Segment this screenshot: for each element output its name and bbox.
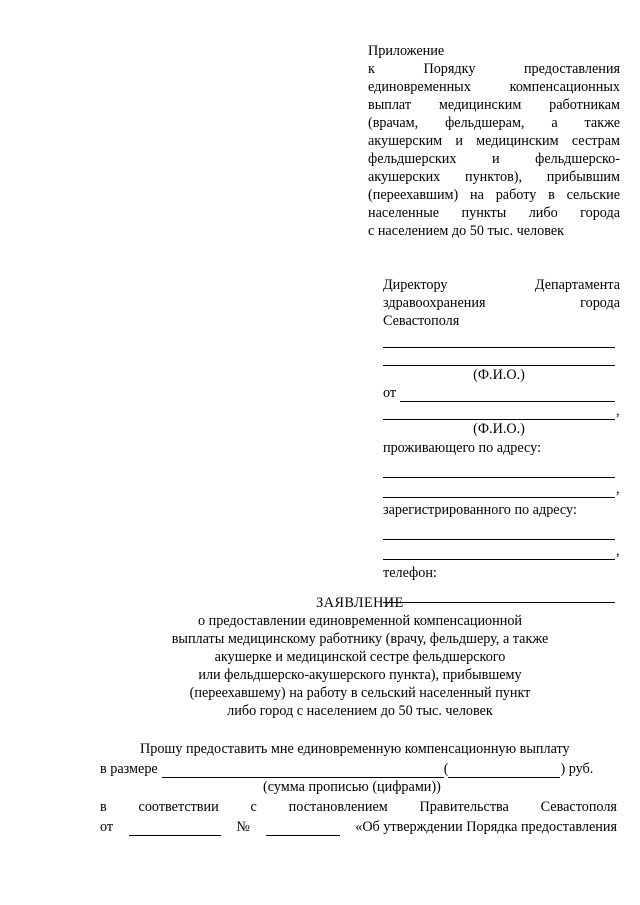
recipient-department: Департамента xyxy=(534,277,620,293)
fio-caption: (Ф.И.О.) xyxy=(473,367,525,383)
decree-title: «Об утверждении Порядка предоставления xyxy=(355,819,617,835)
registered-address-field-2[interactable] xyxy=(383,542,615,560)
annex-line: выплат медицинским работникам xyxy=(368,97,620,113)
annex-line: фельдшерских и фельдшерско- xyxy=(368,151,620,167)
decree-line xyxy=(100,818,617,836)
resolution-word: в xyxy=(100,799,107,815)
resolution-word: с xyxy=(250,799,257,815)
applicant-row-2 xyxy=(383,402,620,420)
residence-row-2 xyxy=(383,478,620,498)
statement-subtitle xyxy=(100,612,620,720)
recipient-health: здравоохранения xyxy=(383,295,486,311)
resolution-word: постановлением xyxy=(288,799,388,815)
residence-label: проживающего по адресу: xyxy=(383,440,542,456)
subtitle-line: о предоставлении единовременной компенсационной xyxy=(197,613,523,629)
applicant-name-field-2[interactable] xyxy=(383,402,615,420)
statement-block xyxy=(100,594,620,720)
subtitle-line: выплаты медицинскому работнику (врачу, фельдшеру, а также xyxy=(171,631,549,647)
comma: , xyxy=(616,543,620,559)
statement-body xyxy=(100,740,617,836)
amount-digits-field[interactable] xyxy=(448,764,560,778)
from-label: от xyxy=(383,385,397,401)
comma: , xyxy=(616,481,620,497)
applicant-name-field-1[interactable] xyxy=(400,387,615,402)
recipient-director: Директору xyxy=(383,277,448,293)
annex-line: акушерским и медицинским сестрам xyxy=(368,133,620,149)
paren-open: ( xyxy=(443,761,449,777)
recipient-sevastopol: Севастополя xyxy=(383,313,460,329)
subtitle-line: или фельдшерско-акушерского пункта), прибывшему xyxy=(198,667,522,683)
annex-line: (переехавшим) на работу в сельские xyxy=(368,187,620,203)
fio-caption-2: (Ф.И.О.) xyxy=(473,421,525,437)
registered-address-field-1[interactable] xyxy=(383,522,615,540)
annex-title: Приложение xyxy=(368,43,445,59)
residence-address-field-1[interactable] xyxy=(383,460,615,478)
annex-line: с населением до 50 тыс. человек xyxy=(368,223,565,239)
director-name-field-2[interactable] xyxy=(383,348,615,366)
annex-line: единовременных компенсационных xyxy=(368,79,620,95)
annex-line: (врачам, фельдшерам, а также xyxy=(368,115,620,131)
request-text: Прошу предоставить мне единовременную компенсационную выплату xyxy=(140,741,570,757)
recipient-city: города xyxy=(580,295,620,311)
currency-label: ) руб. xyxy=(560,761,594,777)
phone-label: телефон: xyxy=(383,565,437,581)
annex-line: населенные пункты либо города xyxy=(368,205,620,221)
residence-address-field-2[interactable] xyxy=(383,480,615,498)
registered-row-2 xyxy=(383,540,620,560)
resolution-word: Правительства xyxy=(419,799,509,815)
recipient-block xyxy=(383,276,620,603)
subtitle-line: либо город с населением до 50 тыс. человек xyxy=(227,703,493,719)
resolution-word: соответствии xyxy=(138,799,219,815)
subtitle-line: (переехавшему) на работу в сельский населенный пункт xyxy=(189,685,531,701)
annex-header xyxy=(368,42,620,240)
amount-label: в размере xyxy=(100,761,158,777)
amount-words-field[interactable] xyxy=(162,764,444,778)
recipient-line xyxy=(383,276,620,294)
annex-line: к Порядку предоставления xyxy=(368,61,620,77)
subtitle-line: акушерке и медицинской сестре фельдшерского xyxy=(214,649,506,665)
decree-number-field[interactable] xyxy=(266,822,340,836)
resolution-line xyxy=(100,798,617,816)
annex-body xyxy=(368,60,620,240)
director-name-field-1[interactable] xyxy=(383,330,615,348)
resolution-word: Севастополя xyxy=(540,799,617,815)
amount-row xyxy=(100,760,617,778)
decree-number-sign: № xyxy=(236,819,250,835)
annex-line: акушерских пунктов), прибывшим xyxy=(368,169,620,185)
decree-from: от xyxy=(100,819,114,835)
registered-label: зарегистрированного по адресу: xyxy=(383,502,577,518)
from-row xyxy=(383,384,615,402)
amount-caption: (сумма прописью (цифрами)) xyxy=(263,779,441,795)
statement-title: ЗАЯВЛЕНИЕ xyxy=(316,595,404,611)
comma: , xyxy=(616,403,620,419)
recipient-line xyxy=(383,294,620,312)
decree-date-field[interactable] xyxy=(129,822,221,836)
